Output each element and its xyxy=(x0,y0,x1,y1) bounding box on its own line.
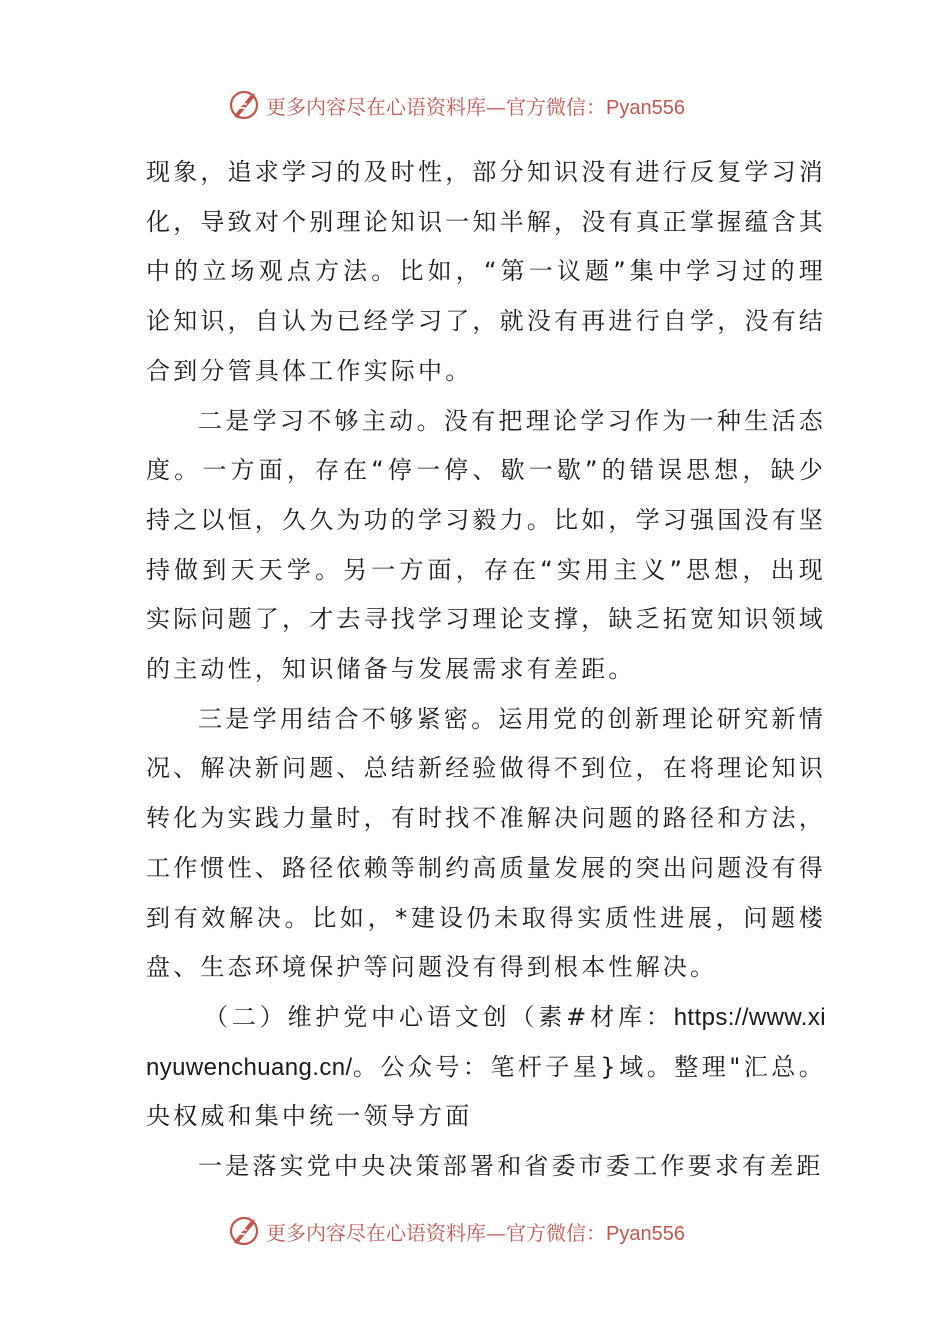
paragraph-point-three: 三是学用结合不够紧密。运用党的创新理论研究新情况、解决新问题、总结新经验做得不到位，在将理论知识转化为实践力量时，有时找不准解决问题的路径和方法，工作惯性、路径依赖等制约高质量发展的突出问题没有得到有效解决。比如，*建设仍未取得实质性进展，问题楼盘、生态环境保护等问题没有得到根本性解决。 xyxy=(146,704,826,982)
quill-logo-icon xyxy=(228,1214,262,1248)
section-heading-suffix: 。公众号：笔杆子星}域。整理"汇总。央权威和集中统一领导方面 xyxy=(146,1052,826,1131)
footer-watermark xyxy=(228,1214,685,1248)
watermark-separator: — xyxy=(486,94,506,119)
document-body xyxy=(146,148,826,1192)
watermark-text xyxy=(266,1217,685,1246)
quill-logo-icon xyxy=(228,88,262,122)
paragraph-point-two: 二是学习不够主动。没有把理论学习作为一种生活态度。一方面，存在“停一停、歇一歇”的错误思想，缺少持之以恒，久久为功的学习毅力。比如，学习强国没有坚持做到天天学。另一方面，存在“实用主义”思想，出现实际问题了，才去寻找学习理论支撑，缺乏拓宽知识领域的主动性，知识储备与发展需求有差距。 xyxy=(146,406,826,684)
watermark-handle: Pyan556 xyxy=(606,96,685,119)
paragraph-continuation: 现象，追求学习的及时性，部分知识没有进行反复学习消化，导致对个别理论知识一知半解，没有真正掌握蕴含其中的立场观点方法。比如，“第一议题”集中学习过的理论知识，自认为已经学习了，就没有再进行自学，没有结合到分管具体工作实际中。 xyxy=(146,158,826,385)
paragraph-point-one: 一是落实党中央决策部署和省委市委工作要求有差距 xyxy=(198,1152,824,1181)
watermark-text xyxy=(266,91,685,120)
section-heading-prefix: （二）维护党中心语文创（素#材库： xyxy=(204,1002,674,1031)
watermark-separator: — xyxy=(486,1220,506,1245)
watermark-suffix: 官方微信： xyxy=(506,1220,606,1245)
watermark-suffix: 官方微信： xyxy=(506,94,606,119)
watermark-brand: 更多内容尽在心语资料库 xyxy=(266,1220,486,1245)
section-heading-two xyxy=(146,993,826,1142)
watermark-handle: Pyan556 xyxy=(606,1222,685,1245)
watermark-brand: 更多内容尽在心语资料库 xyxy=(266,94,486,119)
source-url-link[interactable]: https://www.xinyuwenchuang.cn/ xyxy=(146,1003,826,1081)
header-watermark xyxy=(228,88,685,122)
